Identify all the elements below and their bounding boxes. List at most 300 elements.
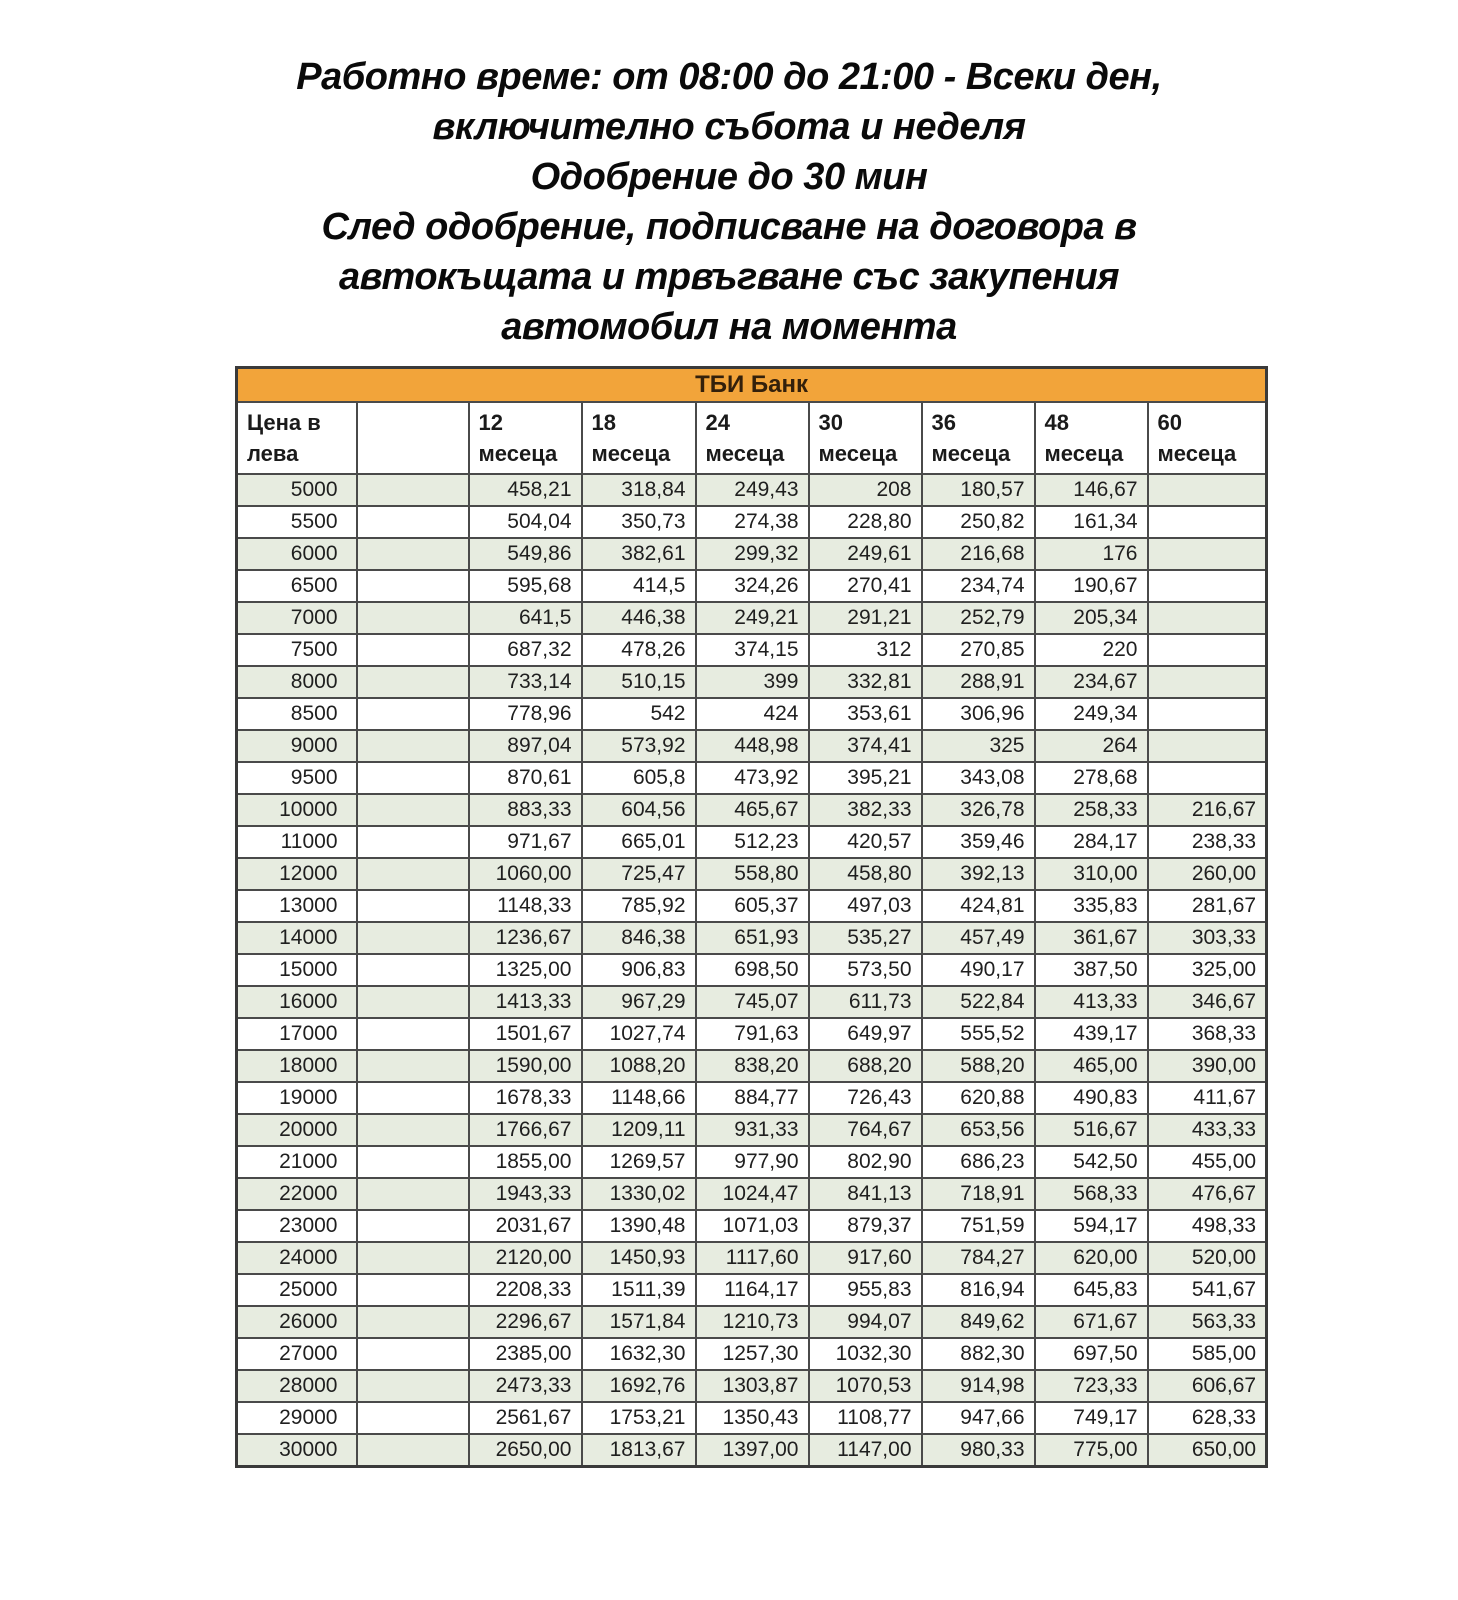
table-row	[237, 1338, 1267, 1370]
payment-cell	[1148, 506, 1267, 538]
payment-cell: 325,00	[1148, 954, 1267, 986]
price-cell: 24000	[237, 1242, 357, 1274]
payment-cell: 387,50	[1035, 954, 1148, 986]
payment-cell: 1117,60	[696, 1242, 809, 1274]
payment-cell: 718,91	[922, 1178, 1035, 1210]
bank-banner: ТБИ Банк	[237, 368, 1267, 403]
month-column-header-36	[922, 402, 1035, 474]
month-number: 12	[478, 410, 503, 435]
payment-cell: 1071,03	[696, 1210, 809, 1242]
table-row	[237, 954, 1267, 986]
payment-cell: 455,00	[1148, 1146, 1267, 1178]
payment-cell: 478,26	[582, 634, 696, 666]
price-column-header	[237, 402, 357, 474]
month-number: 36	[931, 410, 956, 435]
payment-cell: 299,32	[696, 538, 809, 570]
payment-cell: 1269,57	[582, 1146, 696, 1178]
payment-cell: 931,33	[696, 1114, 809, 1146]
table-row	[237, 698, 1267, 730]
payment-cell: 190,67	[1035, 570, 1148, 602]
payment-cell: 249,43	[696, 474, 809, 506]
empty-cell	[357, 474, 469, 506]
payment-cell: 395,21	[809, 762, 922, 794]
empty-cell	[357, 762, 469, 794]
payment-cell: 332,81	[809, 666, 922, 698]
payment-cell: 883,33	[469, 794, 582, 826]
price-cell: 14000	[237, 922, 357, 954]
payment-cell: 802,90	[809, 1146, 922, 1178]
payment-cell: 628,33	[1148, 1402, 1267, 1434]
empty-cell	[357, 1242, 469, 1274]
payment-cell: 234,74	[922, 570, 1035, 602]
payment-cell: 476,67	[1148, 1178, 1267, 1210]
empty-column-header	[357, 402, 469, 474]
payment-cell: 688,20	[809, 1050, 922, 1082]
payment-cell: 180,57	[922, 474, 1035, 506]
price-header-line1: Цена в	[247, 410, 321, 435]
payment-cell: 1330,02	[582, 1178, 696, 1210]
table-row	[237, 538, 1267, 570]
payment-cell: 249,61	[809, 538, 922, 570]
price-cell: 16000	[237, 986, 357, 1018]
payment-cell: 555,52	[922, 1018, 1035, 1050]
price-header-line2: лева	[247, 441, 299, 466]
payment-cell: 697,50	[1035, 1338, 1148, 1370]
price-table-body	[237, 474, 1267, 1466]
payment-cell: 1692,76	[582, 1370, 696, 1402]
payment-cell: 1236,67	[469, 922, 582, 954]
title-line-6: автомобил на момента	[501, 306, 957, 348]
payment-cell: 522,84	[922, 986, 1035, 1018]
payment-cell: 2473,33	[469, 1370, 582, 1402]
payment-cell: 278,68	[1035, 762, 1148, 794]
payment-cell: 2120,00	[469, 1242, 582, 1274]
empty-cell	[357, 1018, 469, 1050]
payment-cell: 914,98	[922, 1370, 1035, 1402]
table-row	[237, 1402, 1267, 1434]
payment-cell	[1148, 762, 1267, 794]
payment-cell: 897,04	[469, 730, 582, 762]
table-row	[237, 1370, 1267, 1402]
empty-cell	[357, 954, 469, 986]
payment-cell: 413,33	[1035, 986, 1148, 1018]
month-word: месеца	[478, 441, 558, 466]
payment-cell: 270,85	[922, 634, 1035, 666]
payment-cell: 1325,00	[469, 954, 582, 986]
table-row	[237, 826, 1267, 858]
payment-cell: 971,67	[469, 826, 582, 858]
payment-cell: 1397,00	[696, 1434, 809, 1466]
payment-cell: 161,34	[1035, 506, 1148, 538]
payment-cell: 392,13	[922, 858, 1035, 890]
payment-cell: 457,49	[922, 922, 1035, 954]
payment-cell	[1148, 474, 1267, 506]
payment-cell: 1210,73	[696, 1306, 809, 1338]
payment-cell	[1148, 698, 1267, 730]
payment-cell: 980,33	[922, 1434, 1035, 1466]
month-number: 24	[705, 410, 730, 435]
payment-cell: 382,33	[809, 794, 922, 826]
payment-cell: 504,04	[469, 506, 582, 538]
title-line-1: Работно време: от 08:00 до 21:00 - Всеки ден,	[296, 56, 1162, 98]
payment-cell: 585,00	[1148, 1338, 1267, 1370]
payment-cell: 698,50	[696, 954, 809, 986]
month-column-header-18	[582, 402, 696, 474]
payment-cell: 1413,33	[469, 986, 582, 1018]
empty-cell	[357, 1338, 469, 1370]
payment-cell: 725,47	[582, 858, 696, 890]
price-cell: 22000	[237, 1178, 357, 1210]
month-column-header-48	[1035, 402, 1148, 474]
table-row	[237, 570, 1267, 602]
payment-cell: 346,67	[1148, 986, 1267, 1018]
payment-cell: 1753,21	[582, 1402, 696, 1434]
empty-cell	[357, 1146, 469, 1178]
price-cell: 7000	[237, 602, 357, 634]
empty-cell	[357, 1306, 469, 1338]
payment-cell: 281,67	[1148, 890, 1267, 922]
table-row	[237, 602, 1267, 634]
payment-cell: 568,33	[1035, 1178, 1148, 1210]
payment-cell: 917,60	[809, 1242, 922, 1274]
payment-cell: 641,5	[469, 602, 582, 634]
payment-cell: 1571,84	[582, 1306, 696, 1338]
empty-cell	[357, 1274, 469, 1306]
payment-cell: 620,00	[1035, 1242, 1148, 1274]
payment-cell: 510,15	[582, 666, 696, 698]
payment-cell: 1070,53	[809, 1370, 922, 1402]
empty-cell	[357, 1082, 469, 1114]
payment-cell: 374,15	[696, 634, 809, 666]
table-row	[237, 762, 1267, 794]
payment-cell: 208	[809, 474, 922, 506]
payment-cell: 542,50	[1035, 1146, 1148, 1178]
payment-cell: 2296,67	[469, 1306, 582, 1338]
payment-cell: 2650,00	[469, 1434, 582, 1466]
month-word: месеца	[1044, 441, 1124, 466]
payment-cell: 563,33	[1148, 1306, 1267, 1338]
empty-cell	[357, 506, 469, 538]
payment-cell: 651,93	[696, 922, 809, 954]
payment-cell: 1813,67	[582, 1434, 696, 1466]
payment-cell: 1209,11	[582, 1114, 696, 1146]
payment-cell: 176	[1035, 538, 1148, 570]
payment-cell: 879,37	[809, 1210, 922, 1242]
payment-cell: 671,67	[1035, 1306, 1148, 1338]
payment-cell: 882,30	[922, 1338, 1035, 1370]
price-cell: 20000	[237, 1114, 357, 1146]
price-cell: 5000	[237, 474, 357, 506]
payment-cell: 1024,47	[696, 1178, 809, 1210]
payment-cell: 420,57	[809, 826, 922, 858]
payment-cell: 1147,00	[809, 1434, 922, 1466]
payment-cell: 473,92	[696, 762, 809, 794]
payment-cell: 359,46	[922, 826, 1035, 858]
payment-cell: 573,92	[582, 730, 696, 762]
price-cell: 23000	[237, 1210, 357, 1242]
table-row	[237, 1178, 1267, 1210]
month-word: месеца	[931, 441, 1011, 466]
table-row	[237, 1242, 1267, 1274]
payment-cell: 733,14	[469, 666, 582, 698]
payment-cell: 249,21	[696, 602, 809, 634]
month-number: 30	[818, 410, 843, 435]
payment-cell: 258,33	[1035, 794, 1148, 826]
empty-cell	[357, 1210, 469, 1242]
payment-cell: 1088,20	[582, 1050, 696, 1082]
payment-cell: 382,61	[582, 538, 696, 570]
payment-cell: 310,00	[1035, 858, 1148, 890]
table-row	[237, 666, 1267, 698]
payment-cell: 520,00	[1148, 1242, 1267, 1274]
payment-cell: 390,00	[1148, 1050, 1267, 1082]
empty-cell	[357, 570, 469, 602]
payment-cell: 2385,00	[469, 1338, 582, 1370]
payment-cell: 303,33	[1148, 922, 1267, 954]
payment-cell: 573,50	[809, 954, 922, 986]
payment-cell: 1390,48	[582, 1210, 696, 1242]
empty-cell	[357, 858, 469, 890]
title-line-4: След одобрение, подписване на договора в	[321, 206, 1137, 248]
table-row	[237, 986, 1267, 1018]
empty-cell	[357, 1050, 469, 1082]
payment-cell: 361,67	[1035, 922, 1148, 954]
payment-cell: 368,33	[1148, 1018, 1267, 1050]
payment-cell: 994,07	[809, 1306, 922, 1338]
payment-cell: 326,78	[922, 794, 1035, 826]
payment-cell: 649,97	[809, 1018, 922, 1050]
payment-cell: 1027,74	[582, 1018, 696, 1050]
column-header-row	[237, 402, 1267, 474]
payment-cell: 205,34	[1035, 602, 1148, 634]
payment-cell: 490,83	[1035, 1082, 1148, 1114]
payment-cell: 252,79	[922, 602, 1035, 634]
table-row	[237, 1114, 1267, 1146]
title-line-5: автокъщата и трвъгване със закупения	[338, 256, 1120, 298]
payment-cell: 1501,67	[469, 1018, 582, 1050]
payment-cell: 606,67	[1148, 1370, 1267, 1402]
empty-cell	[357, 666, 469, 698]
payment-cell: 2031,67	[469, 1210, 582, 1242]
empty-cell	[357, 538, 469, 570]
payment-cell: 458,21	[469, 474, 582, 506]
payment-cell: 306,96	[922, 698, 1035, 730]
payment-cell: 498,33	[1148, 1210, 1267, 1242]
payment-cell: 1164,17	[696, 1274, 809, 1306]
month-number: 60	[1157, 410, 1182, 435]
month-word: месеца	[705, 441, 785, 466]
price-cell: 25000	[237, 1274, 357, 1306]
payment-cell: 605,37	[696, 890, 809, 922]
empty-cell	[357, 794, 469, 826]
payment-cell: 653,56	[922, 1114, 1035, 1146]
price-cell: 7500	[237, 634, 357, 666]
payment-cell: 785,92	[582, 890, 696, 922]
table-row	[237, 1306, 1267, 1338]
payment-cell: 1450,93	[582, 1242, 696, 1274]
price-cell: 10000	[237, 794, 357, 826]
payment-cell: 846,38	[582, 922, 696, 954]
payment-cell: 324,26	[696, 570, 809, 602]
payment-cell: 424,81	[922, 890, 1035, 922]
empty-cell	[357, 730, 469, 762]
price-cell: 21000	[237, 1146, 357, 1178]
payment-cell: 558,80	[696, 858, 809, 890]
empty-cell	[357, 1178, 469, 1210]
payment-cell: 458,80	[809, 858, 922, 890]
payment-cell: 595,68	[469, 570, 582, 602]
payment-cell: 650,00	[1148, 1434, 1267, 1466]
month-number: 48	[1044, 410, 1069, 435]
price-cell: 8500	[237, 698, 357, 730]
payment-cell: 906,83	[582, 954, 696, 986]
price-cell: 6500	[237, 570, 357, 602]
month-word: месеца	[818, 441, 898, 466]
payment-cell: 745,07	[696, 986, 809, 1018]
payment-cell: 1678,33	[469, 1082, 582, 1114]
payment-cell: 220	[1035, 634, 1148, 666]
payment-cell: 424	[696, 698, 809, 730]
table-row	[237, 1210, 1267, 1242]
payment-cell	[1148, 570, 1267, 602]
month-column-header-24	[696, 402, 809, 474]
title-line-3: Одобрение до 30 мин	[530, 156, 928, 198]
payment-cell: 284,17	[1035, 826, 1148, 858]
payment-cell: 274,38	[696, 506, 809, 538]
table-row	[237, 1082, 1267, 1114]
payment-cell: 841,13	[809, 1178, 922, 1210]
payment-cell: 967,29	[582, 986, 696, 1018]
payment-cell: 1148,66	[582, 1082, 696, 1114]
month-column-header-60	[1148, 402, 1267, 474]
payment-cell: 291,21	[809, 602, 922, 634]
price-cell: 13000	[237, 890, 357, 922]
payment-cell: 611,73	[809, 986, 922, 1018]
payment-cell: 687,32	[469, 634, 582, 666]
price-cell: 17000	[237, 1018, 357, 1050]
payment-cell: 512,23	[696, 826, 809, 858]
price-cell: 28000	[237, 1370, 357, 1402]
payment-cell: 784,27	[922, 1242, 1035, 1274]
empty-cell	[357, 986, 469, 1018]
payment-cell: 250,82	[922, 506, 1035, 538]
payment-cell: 1303,87	[696, 1370, 809, 1402]
table-row	[237, 858, 1267, 890]
empty-cell	[357, 1434, 469, 1466]
payment-cell: 465,67	[696, 794, 809, 826]
title-line-2: включително събота и неделя	[432, 106, 1026, 148]
payment-cell: 588,20	[922, 1050, 1035, 1082]
empty-cell	[357, 890, 469, 922]
table-row	[237, 474, 1267, 506]
table-row	[237, 890, 1267, 922]
payment-cell: 947,66	[922, 1402, 1035, 1434]
table-row	[237, 1274, 1267, 1306]
payment-cell: 343,08	[922, 762, 1035, 794]
page-title	[0, 52, 1458, 352]
payment-cell: 288,91	[922, 666, 1035, 698]
payment-cell: 723,33	[1035, 1370, 1148, 1402]
payment-cell: 775,00	[1035, 1434, 1148, 1466]
payment-cell: 1350,43	[696, 1402, 809, 1434]
price-cell: 5500	[237, 506, 357, 538]
payment-cell: 490,17	[922, 954, 1035, 986]
payment-cell	[1148, 602, 1267, 634]
table-row	[237, 730, 1267, 762]
payment-cell: 1511,39	[582, 1274, 696, 1306]
payment-cell: 264	[1035, 730, 1148, 762]
empty-cell	[357, 634, 469, 666]
price-table-wrap	[235, 366, 1265, 1468]
price-cell: 18000	[237, 1050, 357, 1082]
empty-cell	[357, 922, 469, 954]
table-row	[237, 922, 1267, 954]
payment-cell: 216,67	[1148, 794, 1267, 826]
payment-cell: 465,00	[1035, 1050, 1148, 1082]
payment-cell: 1855,00	[469, 1146, 582, 1178]
payment-cell	[1148, 730, 1267, 762]
empty-cell	[357, 1370, 469, 1402]
empty-cell	[357, 1402, 469, 1434]
payment-cell: 620,88	[922, 1082, 1035, 1114]
table-row	[237, 634, 1267, 666]
price-cell: 9000	[237, 730, 357, 762]
payment-cell: 645,83	[1035, 1274, 1148, 1306]
price-cell: 27000	[237, 1338, 357, 1370]
payment-cell: 1148,33	[469, 890, 582, 922]
payment-cell: 764,67	[809, 1114, 922, 1146]
payment-cell: 1943,33	[469, 1178, 582, 1210]
price-table	[235, 366, 1268, 1468]
payment-cell: 411,67	[1148, 1082, 1267, 1114]
payment-cell: 374,41	[809, 730, 922, 762]
payment-cell: 1590,00	[469, 1050, 582, 1082]
payment-cell: 325	[922, 730, 1035, 762]
price-cell: 15000	[237, 954, 357, 986]
payment-cell: 1060,00	[469, 858, 582, 890]
payment-cell: 228,80	[809, 506, 922, 538]
month-word: месеца	[1157, 441, 1237, 466]
payment-cell: 238,33	[1148, 826, 1267, 858]
payment-cell: 216,68	[922, 538, 1035, 570]
price-cell: 26000	[237, 1306, 357, 1338]
payment-cell: 516,67	[1035, 1114, 1148, 1146]
payment-cell: 816,94	[922, 1274, 1035, 1306]
month-word: месеца	[591, 441, 671, 466]
payment-cell: 312	[809, 634, 922, 666]
payment-cell: 353,61	[809, 698, 922, 730]
bank-banner-row	[237, 368, 1267, 403]
table-row	[237, 1434, 1267, 1466]
table-row	[237, 506, 1267, 538]
payment-cell: 2561,67	[469, 1402, 582, 1434]
payment-cell: 350,73	[582, 506, 696, 538]
price-cell: 11000	[237, 826, 357, 858]
payment-cell: 791,63	[696, 1018, 809, 1050]
price-cell: 30000	[237, 1434, 357, 1466]
payment-cell: 335,83	[1035, 890, 1148, 922]
payment-cell: 955,83	[809, 1274, 922, 1306]
payment-cell: 433,33	[1148, 1114, 1267, 1146]
empty-cell	[357, 826, 469, 858]
price-cell: 8000	[237, 666, 357, 698]
payment-cell: 414,5	[582, 570, 696, 602]
month-column-header-30	[809, 402, 922, 474]
price-cell: 29000	[237, 1402, 357, 1434]
payment-cell: 549,86	[469, 538, 582, 570]
month-column-header-12	[469, 402, 582, 474]
payment-cell: 849,62	[922, 1306, 1035, 1338]
